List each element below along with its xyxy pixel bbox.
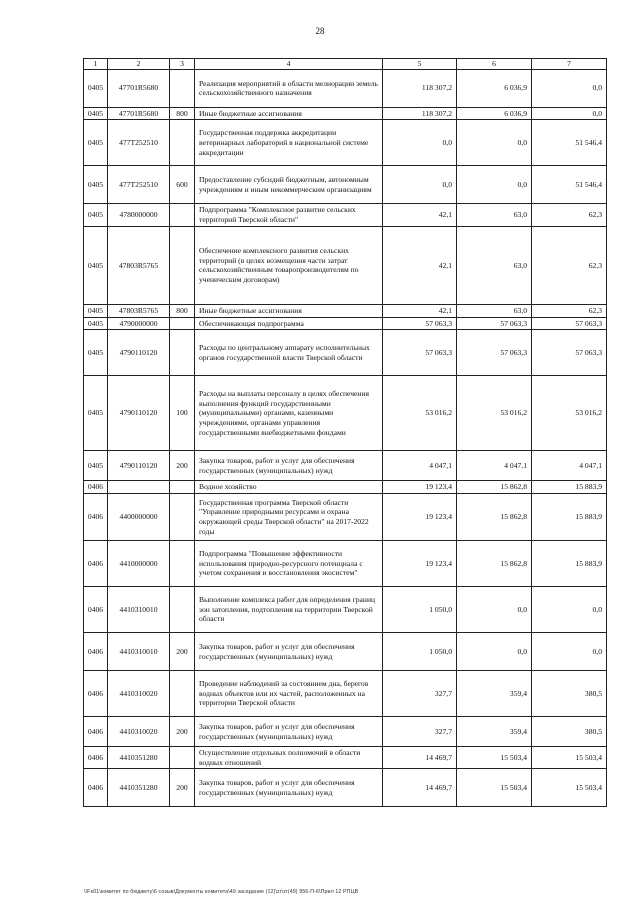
amount-col7-cell: 53 016,2 bbox=[532, 376, 607, 451]
expense-type-cell bbox=[170, 747, 195, 769]
header-cell-4: 4 bbox=[195, 59, 383, 70]
target-article-cell: 4790110120 bbox=[108, 451, 170, 481]
expense-type-cell: 200 bbox=[170, 717, 195, 747]
table-row bbox=[84, 451, 607, 481]
section-code-cell: 0405 bbox=[84, 204, 108, 226]
section-code-cell: 0405 bbox=[84, 226, 108, 304]
amount-col6-cell: 15 862,8 bbox=[457, 481, 532, 494]
amount-col6-cell: 0,0 bbox=[457, 120, 532, 166]
target-article-cell: 4790000000 bbox=[108, 317, 170, 330]
amount-col6-cell: 15 862,8 bbox=[457, 494, 532, 541]
table-row bbox=[84, 226, 607, 304]
amount-col5-cell: 19 123,4 bbox=[383, 541, 457, 587]
amount-col7-cell: 15 883,9 bbox=[532, 481, 607, 494]
amount-col5-cell: 118 307,2 bbox=[383, 69, 457, 107]
target-article-cell: 47803R5765 bbox=[108, 304, 170, 317]
target-article-cell: 4400000000 bbox=[108, 494, 170, 541]
amount-col5-cell: 4 047,1 bbox=[383, 451, 457, 481]
target-article-cell: 47701R5680 bbox=[108, 107, 170, 120]
amount-col6-cell: 57 063,3 bbox=[457, 317, 532, 330]
table-row bbox=[84, 120, 607, 166]
target-article-cell: 4410310020 bbox=[108, 717, 170, 747]
amount-col6-cell: 63,0 bbox=[457, 226, 532, 304]
header-cell-5: 5 bbox=[383, 59, 457, 70]
expense-type-cell bbox=[170, 671, 195, 717]
item-name-cell: Обеспечение комплексного развития сельских территорий (в целях возмещения части затрат сельскохозяйственным товаропроизводителям по ученическим договорам) bbox=[195, 226, 383, 304]
item-name-cell: Государственная поддержка аккредитации ветеринарных лабораторий в национальной системе аккредитации bbox=[195, 120, 383, 166]
amount-col5-cell: 118 307,2 bbox=[383, 107, 457, 120]
target-article-cell: 4790110120 bbox=[108, 376, 170, 451]
section-code-cell: 0406 bbox=[84, 494, 108, 541]
header-cell-3: 3 bbox=[170, 59, 195, 70]
amount-col7-cell: 0,0 bbox=[532, 107, 607, 120]
amount-col6-cell: 359,4 bbox=[457, 717, 532, 747]
amount-col6-cell: 4 047,1 bbox=[457, 451, 532, 481]
amount-col6-cell: 63,0 bbox=[457, 304, 532, 317]
target-article-cell: 4410351280 bbox=[108, 747, 170, 769]
amount-col6-cell: 15 503,4 bbox=[457, 769, 532, 807]
item-name-cell: Водное хозяйство bbox=[195, 481, 383, 494]
table-row bbox=[84, 671, 607, 717]
table-row bbox=[84, 204, 607, 226]
amount-col7-cell: 57 063,3 bbox=[532, 317, 607, 330]
amount-col5-cell: 19 123,4 bbox=[383, 494, 457, 541]
section-code-cell: 0406 bbox=[84, 769, 108, 807]
amount-col5-cell: 42,1 bbox=[383, 304, 457, 317]
item-name-cell: Государственная программа Тверской области "Управление природными ресурсами и охрана окружающей среды Тверской области" на 2017-2022 годы bbox=[195, 494, 383, 541]
expense-type-cell: 600 bbox=[170, 166, 195, 204]
table-row bbox=[84, 69, 607, 107]
item-name-cell: Реализация мероприятий в области мелиорации земель сельскохозяйственного назначения bbox=[195, 69, 383, 107]
amount-col6-cell: 6 036,9 bbox=[457, 107, 532, 120]
item-name-cell: Иные бюджетные ассигнования bbox=[195, 107, 383, 120]
section-code-cell: 0405 bbox=[84, 376, 108, 451]
amount-col5-cell: 1 050,0 bbox=[383, 633, 457, 671]
amount-col5-cell: 19 123,4 bbox=[383, 481, 457, 494]
table-header-row bbox=[84, 59, 607, 70]
amount-col6-cell: 359,4 bbox=[457, 671, 532, 717]
amount-col5-cell: 14 469,7 bbox=[383, 769, 457, 807]
target-article-cell: 4410310020 bbox=[108, 671, 170, 717]
table-row bbox=[84, 166, 607, 204]
amount-col7-cell: 62,3 bbox=[532, 226, 607, 304]
section-code-cell: 0406 bbox=[84, 671, 108, 717]
expense-type-cell: 800 bbox=[170, 107, 195, 120]
header-cell-7: 7 bbox=[532, 59, 607, 70]
target-article-cell: 4410351280 bbox=[108, 769, 170, 807]
amount-col5-cell: 42,1 bbox=[383, 226, 457, 304]
amount-col7-cell: 15 883,9 bbox=[532, 494, 607, 541]
item-name-cell: Предоставление субсидий бюджетным, автономным учреждениям и иным некоммерческим организациям bbox=[195, 166, 383, 204]
item-name-cell: Подпрограмма "Комплексное развитие сельских территорий Тверской области" bbox=[195, 204, 383, 226]
section-code-cell: 0405 bbox=[84, 166, 108, 204]
item-name-cell: Обеспечивающая подпрограмма bbox=[195, 317, 383, 330]
amount-col5-cell: 327,7 bbox=[383, 671, 457, 717]
amount-col6-cell: 57 063,3 bbox=[457, 330, 532, 376]
section-code-cell: 0405 bbox=[84, 69, 108, 107]
target-article-cell: 4780000000 bbox=[108, 204, 170, 226]
item-name-cell: Подпрограмма "Повышение эффективности использования природно-ресурсного потенциала с учетом сохранения и восстановления экосистем" bbox=[195, 541, 383, 587]
header-cell-6: 6 bbox=[457, 59, 532, 70]
amount-col7-cell: 62,3 bbox=[532, 204, 607, 226]
amount-col7-cell: 15 883,9 bbox=[532, 541, 607, 587]
expense-type-cell bbox=[170, 494, 195, 541]
section-code-cell: 0405 bbox=[84, 304, 108, 317]
section-code-cell: 0405 bbox=[84, 330, 108, 376]
table-row bbox=[84, 747, 607, 769]
section-code-cell: 0405 bbox=[84, 107, 108, 120]
amount-col7-cell: 4 047,1 bbox=[532, 451, 607, 481]
section-code-cell: 0406 bbox=[84, 717, 108, 747]
expense-type-cell: 200 bbox=[170, 451, 195, 481]
expense-type-cell bbox=[170, 587, 195, 633]
amount-col7-cell: 51 546,4 bbox=[532, 166, 607, 204]
expense-type-cell bbox=[170, 541, 195, 587]
amount-col7-cell: 0,0 bbox=[532, 633, 607, 671]
section-code-cell: 0406 bbox=[84, 633, 108, 671]
budget-table bbox=[83, 58, 607, 807]
target-article-cell: 47803R5765 bbox=[108, 226, 170, 304]
amount-col7-cell: 51 546,4 bbox=[532, 120, 607, 166]
amount-col5-cell: 0,0 bbox=[383, 120, 457, 166]
amount-col6-cell: 6 036,9 bbox=[457, 69, 532, 107]
table-row bbox=[84, 769, 607, 807]
table-row bbox=[84, 317, 607, 330]
item-name-cell: Закупка товаров, работ и услуг для обеспечения государственных (муниципальных) нужд bbox=[195, 769, 383, 807]
table-row bbox=[84, 587, 607, 633]
amount-col7-cell: 0,0 bbox=[532, 587, 607, 633]
section-code-cell: 0406 bbox=[84, 587, 108, 633]
expense-type-cell bbox=[170, 69, 195, 107]
page-number: 28 bbox=[315, 26, 325, 36]
amount-col7-cell: 15 503,4 bbox=[532, 747, 607, 769]
amount-col5-cell: 1 050,0 bbox=[383, 587, 457, 633]
table-row bbox=[84, 494, 607, 541]
target-article-cell: 4790110120 bbox=[108, 330, 170, 376]
expense-type-cell: 200 bbox=[170, 769, 195, 807]
amount-col6-cell: 0,0 bbox=[457, 166, 532, 204]
target-article-cell: 4410310010 bbox=[108, 633, 170, 671]
amount-col5-cell: 14 469,7 bbox=[383, 747, 457, 769]
table-row bbox=[84, 304, 607, 317]
amount-col6-cell: 53 016,2 bbox=[457, 376, 532, 451]
table-row bbox=[84, 481, 607, 494]
expense-type-cell bbox=[170, 330, 195, 376]
amount-col6-cell: 63,0 bbox=[457, 204, 532, 226]
item-name-cell: Расходы по центральному аппарату исполнительных органов государственной власти Тверской области bbox=[195, 330, 383, 376]
amount-col7-cell: 0,0 bbox=[532, 69, 607, 107]
amount-col5-cell: 53 016,2 bbox=[383, 376, 457, 451]
target-article-cell: 477Т252510 bbox=[108, 166, 170, 204]
header-cell-2: 2 bbox=[108, 59, 170, 70]
amount-col5-cell: 0,0 bbox=[383, 166, 457, 204]
amount-col7-cell: 57 063,3 bbox=[532, 330, 607, 376]
table-row bbox=[84, 633, 607, 671]
target-article-cell: 4410310010 bbox=[108, 587, 170, 633]
item-name-cell: Расходы на выплаты персоналу в целях обеспечения выполнения функций государственными (муниципальными) органами, казенными учреждениями, органами управления государственными внебюджетными фондами bbox=[195, 376, 383, 451]
amount-col6-cell: 0,0 bbox=[457, 587, 532, 633]
expense-type-cell: 100 bbox=[170, 376, 195, 451]
section-code-cell: 0405 bbox=[84, 120, 108, 166]
amount-col6-cell: 15 862,8 bbox=[457, 541, 532, 587]
header-cell-1: 1 bbox=[84, 59, 108, 70]
target-article-cell bbox=[108, 481, 170, 494]
expense-type-cell bbox=[170, 481, 195, 494]
section-code-cell: 0406 bbox=[84, 747, 108, 769]
amount-col5-cell: 42,1 bbox=[383, 204, 457, 226]
item-name-cell: Закупка товаров, работ и услуг для обеспечения государственных (муниципальных) нужд bbox=[195, 633, 383, 671]
target-article-cell: 4410000000 bbox=[108, 541, 170, 587]
file-path-footer: \\Fs01\комитет по бюджету\6 созыв\Документы комитета\49 заседание (12)\zr\zr(49) 956-П-6\Прил 12 РПЦВ bbox=[84, 889, 359, 895]
item-name-cell: Выполнение комплекса работ для определения границ зон затопления, подтопления на территории Тверской области bbox=[195, 587, 383, 633]
amount-col5-cell: 57 063,3 bbox=[383, 330, 457, 376]
item-name-cell: Иные бюджетные ассигнования bbox=[195, 304, 383, 317]
amount-col5-cell: 57 063,3 bbox=[383, 317, 457, 330]
item-name-cell: Закупка товаров, работ и услуг для обеспечения государственных (муниципальных) нужд bbox=[195, 717, 383, 747]
table-row bbox=[84, 107, 607, 120]
expense-type-cell: 800 bbox=[170, 304, 195, 317]
expense-type-cell bbox=[170, 204, 195, 226]
section-code-cell: 0405 bbox=[84, 451, 108, 481]
table-row bbox=[84, 717, 607, 747]
expense-type-cell bbox=[170, 120, 195, 166]
amount-col6-cell: 15 503,4 bbox=[457, 747, 532, 769]
table-row bbox=[84, 376, 607, 451]
amount-col7-cell: 380,5 bbox=[532, 671, 607, 717]
target-article-cell: 477Т252510 bbox=[108, 120, 170, 166]
amount-col6-cell: 0,0 bbox=[457, 633, 532, 671]
section-code-cell: 0405 bbox=[84, 317, 108, 330]
amount-col5-cell: 327,7 bbox=[383, 717, 457, 747]
amount-col7-cell: 62,3 bbox=[532, 304, 607, 317]
section-code-cell: 0406 bbox=[84, 541, 108, 587]
section-code-cell: 0406 bbox=[84, 481, 108, 494]
expense-type-cell bbox=[170, 317, 195, 330]
expense-type-cell bbox=[170, 226, 195, 304]
target-article-cell: 47701R5680 bbox=[108, 69, 170, 107]
item-name-cell: Проведение наблюдений за состоянием дна, берегов водных объектов или их частей, расположенных на территории Тверской области bbox=[195, 671, 383, 717]
amount-col7-cell: 15 503,4 bbox=[532, 769, 607, 807]
table-row bbox=[84, 330, 607, 376]
amount-col7-cell: 380,5 bbox=[532, 717, 607, 747]
item-name-cell: Закупка товаров, работ и услуг для обеспечения государственных (муниципальных) нужд bbox=[195, 451, 383, 481]
table-row bbox=[84, 541, 607, 587]
item-name-cell: Осуществление отдельных полномочий в области водных отношений bbox=[195, 747, 383, 769]
expense-type-cell: 200 bbox=[170, 633, 195, 671]
